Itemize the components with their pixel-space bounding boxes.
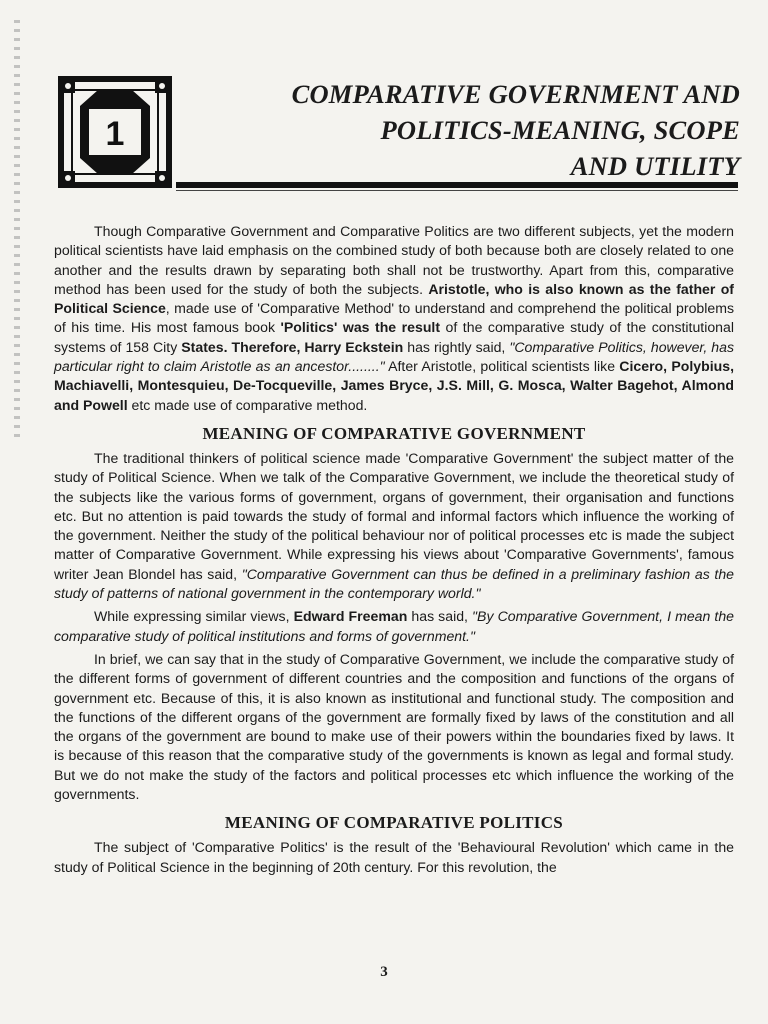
chapter-number-badge <box>58 76 172 188</box>
chapter-number: 1 <box>105 115 125 153</box>
intro-paragraph: Though Comparative Government and Comparative Politics are two different subjects, yet the modern political scientists have laid emphasis on the combined study of both because both are closely related to one another and the results drawn by separating both shall not be trustworthy. Apart from this, comparative method has been used for the study of both the subjects. Aristotle, who is also known as the father of Political Science, made use of 'Comparative Method' to understand and comprehend the political problems of his time. His most famous book 'Politics' was the result of the comparative study of the constitutional systems of 158 City States. Therefore, Harry Eckstein has rightly said, "Comparative Politics, however, has particular right to claim Aristotle as an ancestor........" After Aristotle, political scientists like Cicero, Polybius, Machiavelli, Montesquieu, De-Tocqueville, James Bryce, J.S. Mill, G. Mosca, Walter Bagehot, Almond and Powell etc made use of comparative method. <box>54 223 735 413</box>
chapter-title-line-2: POLITICS-MEANING, SCOPE <box>380 115 740 145</box>
title-rule-thin <box>176 190 738 191</box>
binding-edge <box>14 20 20 440</box>
page-body <box>54 222 734 877</box>
section-heading-comparative-government: MEANING OF COMPARATIVE GOVERNMENT <box>202 423 586 443</box>
section-heading-comparative-politics: MEANING OF COMPARATIVE POLITICS <box>224 813 564 833</box>
section2-paragraph-1: The subject of 'Comparative Politics' is the result of the 'Behavioural Revolution' which came in the study of Political Science in the beginning of 20th century. For this revolution, the <box>54 839 734 875</box>
chapter-title-line-1: COMPARATIVE GOVERNMENT AND <box>291 79 740 109</box>
chapter-title-line-3: AND UTILITY <box>570 151 740 181</box>
section1-paragraph-3: In brief, we can say that in the study of Comparative Government, we include the comparative study of the different forms of government of different countries and the composition and functions of the organs of government etc. Because of this, it is also known as institutional and functional study. The composition and the functions of the different organs of the government are formally fixed by laws of the constitution and all the organs of the government are bound to make use of their powers within the boundaries fixed by laws. It is because of this reason that the comparative study of the governments is known as legal and formal study. But we do not make the study of the factors and political processes etc which influence the working of the governments. <box>54 650 734 803</box>
section1-paragraph-1: The traditional thinkers of political science made 'Comparative Government' the subject matter of the study of Political Science. When we talk of the Comparative Government, we include the theoretical study of the subjects like the various forms of government, organs of government, their organisation and functions etc. But no attention is paid towards the study of formal and informal factors which influence the working of the government. Neither the study of the political behaviour nor of political processes etc is made the subject matter of Comparative Government. While expressing his views about 'Comparative Governments', famous writer Jean Blondel has said, "Comparative Government can thus be defined in a preliminary fashion as the study of patterns of national government in the contemporary world." <box>54 449 735 602</box>
page-number: 3 <box>380 964 388 980</box>
title-rule <box>176 182 738 188</box>
section1-paragraph-2: While expressing similar views, Edward Freeman has said, "By Comparative Government, I mean the comparative study of political institutions and forms of government." <box>54 608 735 644</box>
chapter-title <box>220 76 740 184</box>
